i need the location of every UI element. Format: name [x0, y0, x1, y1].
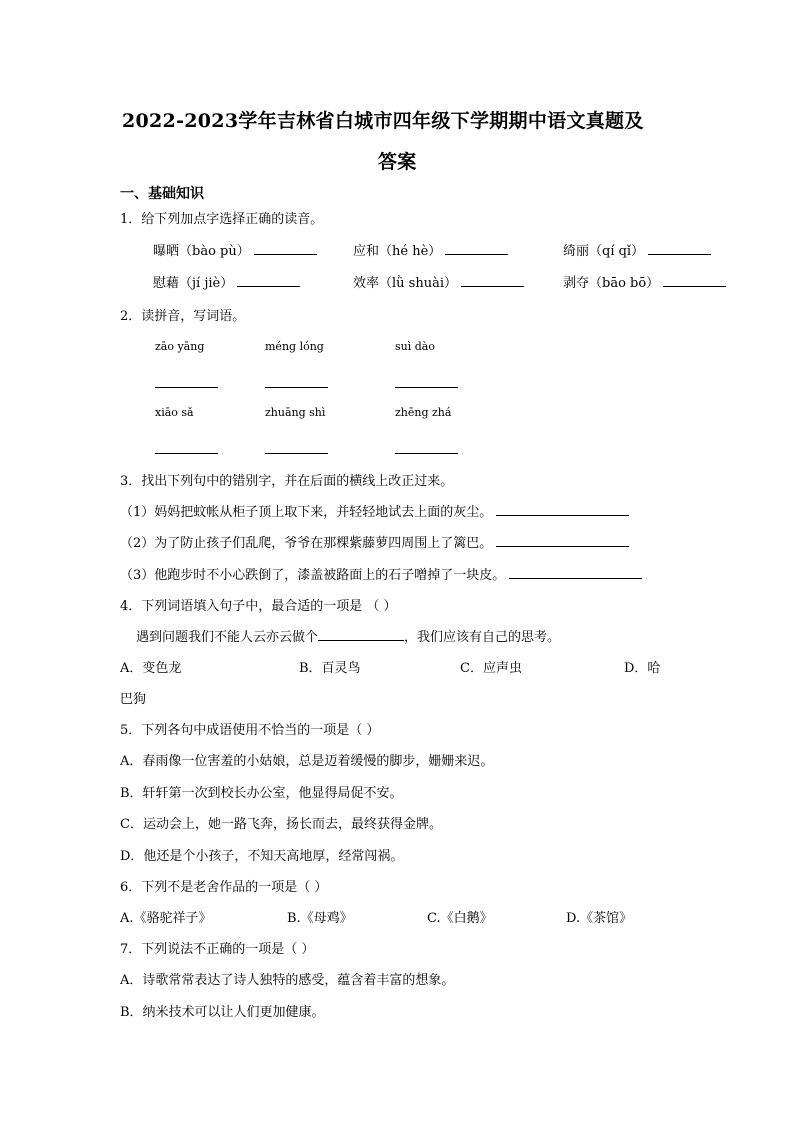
q5-option-c[interactable]: C．运动会上，她一路飞奔，扬长而去，最终获得金牌。 [120, 817, 442, 832]
q4-sentence-start: 遇到问题我们不能人云亦云做个 [136, 630, 319, 645]
word-blank-5[interactable] [265, 453, 328, 454]
q4-option-d[interactable]: D．哈 [624, 661, 661, 676]
q7-option-a[interactable]: A．诗歌常常表达了诗人独特的感受，蕴含着丰富的想象。 [120, 973, 455, 988]
q4-option-c[interactable]: C．应声虫 [460, 661, 522, 676]
pinyin-4: xiāo sǎ [155, 406, 194, 419]
q3-item-1 [120, 501, 629, 520]
q3-item-2 [120, 532, 629, 551]
pinyin-2: méng lóng [265, 340, 324, 353]
q3-item-3 [120, 564, 642, 583]
word-blank-4[interactable] [155, 453, 218, 454]
fill-blank[interactable] [318, 626, 404, 641]
q2-stem: 2．读拼音，写词语。 [120, 309, 246, 324]
answer-blank[interactable] [663, 272, 726, 287]
q3-item-text: （3）他跑步时不小心跌倒了，漆盖被路面上的石子噌掉了一块皮。 [120, 568, 506, 583]
q1-item-3 [563, 240, 711, 259]
section-heading: 一、基础知识 [120, 186, 204, 202]
q4-option-d-wrap[interactable]: 巴狗 [120, 692, 147, 707]
q6-option-d[interactable]: D.《茶馆》 [566, 911, 633, 926]
q6-stem: 6．下列不是老舍作品的一项是（ ） [120, 880, 328, 895]
q5-option-a[interactable]: A．春雨像一位害羞的小姑娘，总是迈着缓慢的脚步，姗姗来迟。 [120, 754, 494, 769]
q1-item-text: 曝晒（bào pù） [153, 244, 250, 259]
q1-item-5 [353, 272, 524, 291]
word-blank-3[interactable] [395, 387, 458, 388]
q1-item-text: 效率（lǜ shuài） [353, 276, 457, 291]
q6-option-c[interactable]: C.《白鹅》 [427, 911, 493, 926]
q1-item-text: 剥夺（bāo bō） [563, 276, 660, 291]
q4-sentence [136, 626, 560, 645]
q4-option-b[interactable]: B．百灵鸟 [299, 661, 361, 676]
answer-blank[interactable] [445, 240, 508, 255]
pinyin-6: zhēng zhá [395, 406, 452, 419]
q1-item-text: 慰藉（jí jiè） [153, 276, 234, 291]
answer-blank[interactable] [237, 272, 300, 287]
q5-option-b[interactable]: B．轩轩第一次到校长办公室，他显得局促不安。 [120, 786, 403, 801]
word-blank-1[interactable] [155, 387, 218, 388]
q6-option-b[interactable]: B.《母鸡》 [287, 911, 353, 926]
q1-stem: 1．给下列加点字选择正确的读音。 [120, 212, 324, 227]
answer-blank[interactable] [496, 532, 629, 547]
q6-option-a[interactable]: A.《骆驼祥子》 [120, 911, 212, 926]
word-blank-2[interactable] [265, 387, 328, 388]
q1-item-2 [353, 240, 508, 259]
q3-stem: 3．找出下列句中的错别字，并在后面的横线上改正过来。 [120, 474, 454, 489]
q1-item-4 [153, 272, 300, 291]
q1-item-text: 应和（hé hè） [353, 244, 442, 259]
q4-sentence-end: ，我们应该有自己的思考。 [404, 630, 561, 645]
answer-blank[interactable] [509, 564, 642, 579]
q7-option-b[interactable]: B．纳米技术可以让人们更加健康。 [120, 1005, 325, 1020]
answer-blank[interactable] [648, 240, 711, 255]
q3-item-text: （2）为了防止孩子们乱爬，爷爷在那棵紫藤萝四周围上了篱巴。 [120, 536, 493, 551]
answer-blank[interactable] [254, 240, 317, 255]
q1-item-6 [563, 272, 726, 291]
answer-blank[interactable] [461, 272, 524, 287]
q5-stem: 5．下列各句中成语使用不恰当的一项是（ ） [120, 723, 380, 738]
q4-option-a[interactable]: A．变色龙 [120, 661, 182, 676]
pinyin-1: zāo yāng [155, 340, 205, 353]
pinyin-5: zhuāng shì [265, 406, 326, 419]
q1-item-1 [153, 240, 317, 259]
page-title-continued: 答案 [378, 151, 417, 173]
q7-stem: 7．下列说法不正确的一项是（ ） [120, 942, 315, 957]
pinyin-3: suì dào [395, 340, 435, 353]
page-title: 2022-2023学年吉林省白城市四年级下学期期中语文真题及 [122, 110, 644, 132]
answer-blank[interactable] [496, 501, 629, 516]
q5-option-d[interactable]: D．他还是个小孩子，不知天高地厚，经常闯祸。 [120, 849, 404, 864]
q4-stem: 4．下列词语填入句子中，最合适的一项是 （ ） [120, 599, 397, 614]
word-blank-6[interactable] [395, 453, 458, 454]
q3-item-text: （1）妈妈把蚊帐从柜子顶上取下来，并轻轻地试去上面的灰尘。 [120, 505, 493, 520]
q1-item-text: 绮丽（qí qǐ） [563, 244, 645, 259]
